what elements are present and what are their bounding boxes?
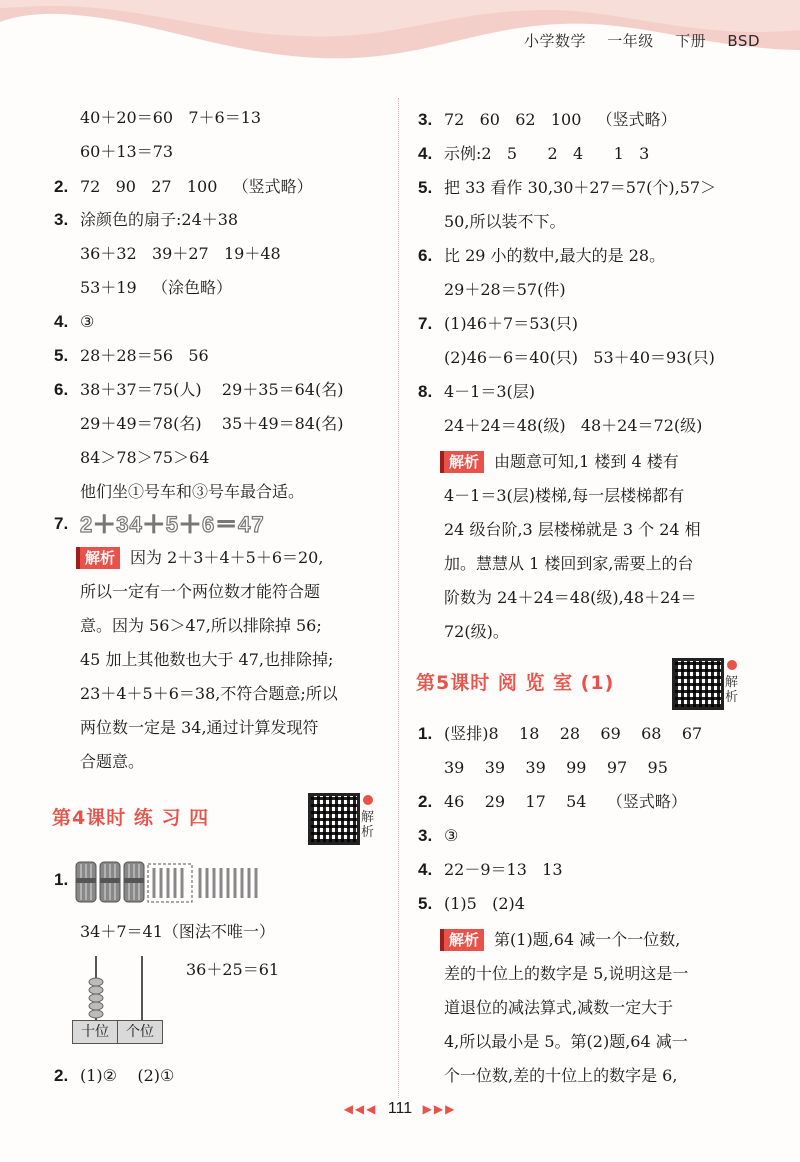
analysis-line: 道退位的减法算式,减数一定大于	[444, 998, 674, 1017]
analysis-line: 45 加上其他数也大于 47,也排除掉;	[80, 650, 334, 669]
page-number: 111	[387, 1100, 413, 1117]
analysis-line: 24 级台阶,3 层楼梯就是 3 个 24 相	[444, 520, 701, 539]
analysis-line: 23＋4＋5＋6＝38,不符合题意;所以	[80, 684, 338, 703]
answer-line: 比 29 小的数中,最大的是 28。	[444, 246, 666, 265]
question-number: 2.	[418, 792, 433, 811]
analysis-line: 72(级)。	[444, 622, 509, 641]
analysis-tag: 解析	[440, 929, 484, 951]
analysis-line: 解析 第(1)题,64 减一个一位数,	[440, 928, 680, 952]
analysis-line: 加。慧慧从 1 楼回到家,需要上的台	[444, 554, 694, 573]
tens-label: 十位	[73, 1021, 118, 1043]
question-number: 4.	[418, 144, 433, 163]
answer-line: 示例:2 5 2 4 1 3	[444, 144, 650, 163]
section-title-lesson4: 第4课时 练 习 四	[52, 807, 210, 829]
analysis-line: 合题意。	[80, 752, 145, 771]
column-divider	[398, 98, 399, 1098]
question-number: 2.	[54, 177, 69, 196]
question-number: 3.	[418, 826, 433, 845]
answer-line: 38＋37＝75(人) 29＋35＝64(名)	[80, 380, 344, 399]
qr-label: 解析	[361, 810, 375, 840]
question-number: 1.	[54, 870, 69, 889]
analysis-line: 4,所以最小是 5。第(2)题,64 减一	[444, 1032, 688, 1051]
answer-line: (1)② (2)①	[80, 1066, 175, 1085]
header-grade: 一年级	[607, 32, 654, 50]
analysis-tag: 解析	[440, 451, 484, 473]
qr-code-icon[interactable]	[308, 793, 360, 845]
analysis-line: 4－1＝3(层)楼梯,每一层楼梯都有	[444, 486, 685, 505]
page-footer	[0, 1100, 800, 1118]
question-number: 3.	[418, 110, 433, 129]
analysis-line: 所以一定有一个两位数才能符合题	[80, 582, 321, 601]
qr-code-icon[interactable]	[672, 658, 724, 710]
answer-line: 60＋13＝73	[80, 142, 174, 161]
ones-label: 个位	[126, 1024, 154, 1040]
answer-line: 他们坐①号车和③号车最合适。	[80, 482, 305, 501]
page-header	[0, 0, 800, 80]
question-number: 7.	[54, 514, 69, 533]
question-number: 6.	[54, 380, 69, 399]
analysis-line: 阶数为 24＋24＝48(级),48＋24＝	[444, 588, 697, 607]
play-dot-icon	[727, 660, 737, 670]
answer-line: (竖排)8 18 28 69 68 67	[444, 724, 703, 743]
answer-line: 28＋28＝56 56	[80, 346, 209, 365]
answer-line: 36＋25＝61	[186, 960, 280, 979]
abacus-figure	[70, 952, 170, 1024]
question-number: 5.	[418, 178, 433, 197]
next-arrows-icon: ▶▶▶	[422, 1102, 457, 1116]
answer-line: 46 29 17 54 （竖式略）	[444, 792, 687, 811]
answer-line: 40＋20＝60 7＋6＝13	[80, 108, 262, 127]
answer-line: 把 33 看作 30,30＋27＝57(个),57＞	[444, 178, 717, 197]
analysis-line: 意。因为 56＞47,所以排除掉 56;	[80, 616, 322, 635]
header-book-info	[508, 30, 760, 51]
question-number: 7.	[418, 314, 433, 333]
answer-line: 84＞78＞75＞64	[80, 448, 210, 467]
answer-line: 72 60 62 100 （竖式略）	[444, 110, 677, 129]
answer-equation-outlined: 2＋34＋5＋6＝47	[80, 512, 265, 537]
analysis-line: 差的十位上的数字是 5,说明这是一	[444, 964, 689, 983]
abacus-place-labels	[72, 1020, 163, 1044]
answer-line: 34＋7＝41（图法不唯一）	[80, 922, 275, 941]
question-number: 2.	[54, 1066, 69, 1085]
answer-line: 4－1＝3(层)	[444, 382, 536, 401]
header-edition: BSD	[727, 32, 760, 50]
analysis-line: 解析 因为 2＋3＋4＋5＋6＝20,	[76, 546, 323, 570]
answer-line: (1)46＋7＝53(只)	[444, 314, 579, 333]
answer-line: 50,所以装不下。	[444, 212, 566, 231]
answer-line: 36＋32 39＋27 19＋48	[80, 244, 281, 263]
answer-line: ③	[444, 826, 459, 845]
stick-bundles-figure	[74, 858, 274, 908]
analysis-line: 个一位数,差的十位上的数字是 6,	[444, 1066, 678, 1085]
analysis-tag: 解析	[76, 547, 120, 569]
answer-line: 22－9＝13 13	[444, 860, 563, 879]
question-number: 8.	[418, 382, 433, 401]
analysis-line: 两位数一定是 34,通过计算发现符	[80, 718, 319, 737]
answer-line: 29＋28＝57(件)	[444, 280, 566, 299]
answer-line: 24＋24＝48(级) 48＋24＝72(级)	[444, 416, 703, 435]
prev-arrows-icon: ◀◀◀	[343, 1102, 378, 1116]
qr-label: 解析	[725, 675, 739, 705]
answer-line: (1)5 (2)4	[444, 894, 525, 913]
question-number: 1.	[418, 724, 433, 743]
question-number: 4.	[54, 312, 69, 331]
question-number: 6.	[418, 246, 433, 265]
answer-line: 29＋49＝78(名) 35＋49＝84(名)	[80, 414, 344, 433]
question-number: 5.	[418, 894, 433, 913]
answer-line: 39 39 39 99 97 95	[444, 758, 668, 777]
question-number: 5.	[54, 346, 69, 365]
header-volume: 下册	[675, 32, 707, 50]
play-dot-icon	[363, 795, 373, 805]
header-subject: 小学数学	[524, 32, 587, 50]
answer-line: 涂颜色的扇子:24＋38	[80, 210, 239, 229]
question-number: 4.	[418, 860, 433, 879]
answer-line: 72 90 27 100 （竖式略）	[80, 177, 313, 196]
section-title-lesson5: 第5课时 阅 览 室 (1)	[416, 672, 615, 694]
answer-line: 53＋19 （涂色略）	[80, 278, 232, 297]
answer-line: (2)46－6＝40(只) 53＋40＝93(只)	[444, 348, 715, 367]
analysis-line: 解析 由题意可知,1 楼到 4 楼有	[440, 450, 679, 474]
question-number: 3.	[54, 210, 69, 229]
answer-line: ③	[80, 312, 95, 331]
